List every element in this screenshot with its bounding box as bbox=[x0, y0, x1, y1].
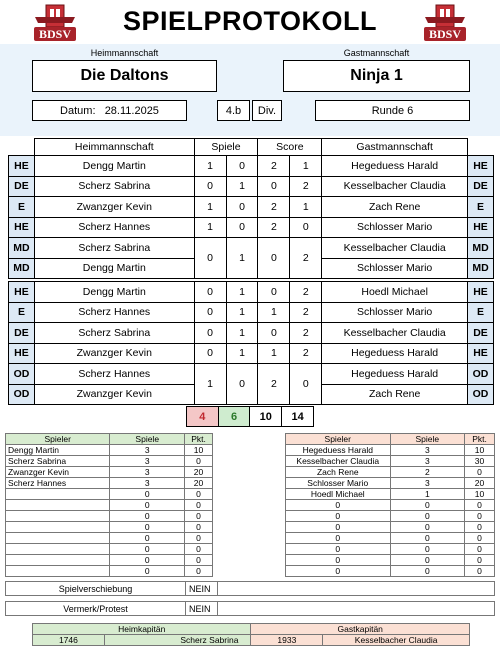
away-stats-header-games: Spiele bbox=[390, 434, 465, 445]
stats-row bbox=[286, 555, 495, 566]
match-code-left: MD bbox=[9, 258, 35, 279]
stats-points: 0 bbox=[465, 467, 495, 478]
match-code-left: HE bbox=[9, 156, 35, 177]
games-home[interactable]: 0 bbox=[194, 282, 226, 303]
score-home[interactable]: 0 bbox=[258, 238, 290, 279]
match-code-right: MD bbox=[468, 238, 494, 259]
stats-row bbox=[286, 511, 495, 522]
home-captain-name: Scherz Sabrina bbox=[104, 635, 251, 646]
away-team-box[interactable] bbox=[283, 60, 470, 92]
home-captain-label: Heimkapitän bbox=[33, 624, 251, 635]
stats-player: Hoedl Michael bbox=[286, 489, 391, 500]
match-row bbox=[9, 282, 494, 303]
stats-points: 0 bbox=[465, 566, 495, 577]
home-player[interactable]: Zwanzger Kevin bbox=[34, 343, 194, 364]
match-code-left: E bbox=[9, 302, 35, 323]
away-stats-header-points: Pkt. bbox=[465, 434, 495, 445]
stats-row bbox=[6, 500, 213, 511]
match-code-right: DE bbox=[468, 176, 494, 197]
stats-row bbox=[286, 478, 495, 489]
match-code-left: DE bbox=[9, 176, 35, 197]
score-home[interactable]: 0 bbox=[258, 282, 290, 303]
stats-games: 0 bbox=[110, 489, 185, 500]
games-away[interactable]: 1 bbox=[226, 343, 258, 364]
postponement-row bbox=[5, 581, 495, 596]
games-away[interactable]: 0 bbox=[226, 197, 258, 218]
stats-points: 0 bbox=[185, 544, 213, 555]
round-box[interactable] bbox=[315, 100, 470, 121]
match-code-left: OD bbox=[9, 384, 35, 405]
stats-row bbox=[6, 489, 213, 500]
stats-points: 0 bbox=[465, 511, 495, 522]
score-away[interactable]: 2 bbox=[290, 343, 322, 364]
score-away[interactable]: 2 bbox=[290, 323, 322, 344]
games-home[interactable]: 0 bbox=[194, 323, 226, 344]
stats-row bbox=[6, 533, 213, 544]
stats-player bbox=[6, 522, 110, 533]
stats-points: 0 bbox=[185, 500, 213, 511]
total-games-away: 6 bbox=[218, 407, 250, 427]
captains-table bbox=[32, 623, 470, 646]
totals-row bbox=[186, 406, 314, 427]
home-team-caption: Heimmannschaft bbox=[90, 48, 159, 58]
stats-points: 0 bbox=[185, 456, 213, 467]
stats-player: 0 bbox=[286, 555, 391, 566]
stats-player: Dengg Martin bbox=[6, 445, 110, 456]
stats-player bbox=[6, 544, 110, 555]
stats-games: 3 bbox=[390, 478, 465, 489]
stats-points: 20 bbox=[465, 478, 495, 489]
games-home[interactable]: 0 bbox=[194, 176, 226, 197]
games-away[interactable]: 1 bbox=[226, 282, 258, 303]
home-player[interactable]: Dengg Martin bbox=[34, 156, 194, 177]
stats-player: Zach Rene bbox=[286, 467, 391, 478]
score-home[interactable]: 2 bbox=[258, 156, 290, 177]
stats-row bbox=[6, 544, 213, 555]
stats-player: 0 bbox=[286, 522, 391, 533]
stats-points: 0 bbox=[185, 511, 213, 522]
stats-games: 0 bbox=[110, 544, 185, 555]
home-player[interactable]: Scherz Hannes bbox=[34, 364, 194, 385]
games-home[interactable]: 0 bbox=[194, 343, 226, 364]
stats-row bbox=[286, 522, 495, 533]
away-player[interactable]: Schlosser Mario bbox=[322, 302, 468, 323]
home-captain-id: 1746 bbox=[33, 635, 105, 646]
stats-games: 0 bbox=[390, 555, 465, 566]
games-away[interactable]: 1 bbox=[226, 238, 258, 279]
stats-player bbox=[6, 511, 110, 522]
home-stats-header-player: Spieler bbox=[6, 434, 110, 445]
away-player[interactable]: Zach Rene bbox=[322, 384, 468, 405]
stats-row bbox=[6, 566, 213, 577]
match-row bbox=[9, 217, 494, 238]
match-row bbox=[9, 323, 494, 344]
stats-games: 3 bbox=[390, 445, 465, 456]
home-player[interactable]: Scherz Sabrina bbox=[34, 238, 194, 259]
match-code-right: E bbox=[468, 302, 494, 323]
match-code-left: HE bbox=[9, 282, 35, 303]
match-code-right: HE bbox=[468, 282, 494, 303]
stats-points: 0 bbox=[185, 522, 213, 533]
away-captain-id: 1933 bbox=[251, 635, 323, 646]
away-player[interactable]: Schlosser Mario bbox=[322, 217, 468, 238]
score-away[interactable]: 2 bbox=[290, 282, 322, 303]
protest-value[interactable]: NEIN bbox=[186, 602, 218, 616]
stats-player bbox=[6, 555, 110, 566]
home-player[interactable]: Dengg Martin bbox=[34, 258, 194, 279]
stats-player bbox=[6, 489, 110, 500]
total-games-home: 4 bbox=[187, 407, 219, 427]
stats-player: Schlosser Mario bbox=[286, 478, 391, 489]
home-player[interactable]: Scherz Sabrina bbox=[34, 323, 194, 344]
games-away[interactable]: 1 bbox=[226, 176, 258, 197]
match-code-right: OD bbox=[468, 384, 494, 405]
match-row bbox=[9, 156, 494, 177]
bdsv-logo-right bbox=[422, 3, 468, 43]
home-player[interactable]: Scherz Sabrina bbox=[34, 176, 194, 197]
stats-points: 0 bbox=[465, 522, 495, 533]
stats-row bbox=[286, 445, 495, 456]
score-away[interactable]: 2 bbox=[290, 302, 322, 323]
match-row bbox=[9, 302, 494, 323]
match-code-left: E bbox=[9, 197, 35, 218]
stats-points: 10 bbox=[465, 489, 495, 500]
div-label: Div. bbox=[257, 104, 277, 117]
stats-player: Scherz Hannes bbox=[6, 478, 110, 489]
stats-games: 3 bbox=[110, 478, 185, 489]
stats-games: 0 bbox=[390, 500, 465, 511]
score-away[interactable]: 0 bbox=[290, 217, 322, 238]
header-away: Gastmannschaft bbox=[322, 139, 468, 156]
stats-row bbox=[6, 456, 213, 467]
games-away[interactable]: 0 bbox=[226, 364, 258, 405]
div-box bbox=[252, 100, 282, 121]
match-code-right: OD bbox=[468, 364, 494, 385]
stats-player bbox=[6, 533, 110, 544]
page-title: SPIELPROTOKOLL bbox=[122, 6, 378, 36]
match-code-right: DE bbox=[468, 323, 494, 344]
match-row bbox=[9, 197, 494, 218]
stats-player: 0 bbox=[286, 500, 391, 511]
date-label: Datum: bbox=[60, 104, 96, 117]
home-player[interactable]: Scherz Hannes bbox=[34, 302, 194, 323]
stats-player: 0 bbox=[286, 511, 391, 522]
round-value: Runde 6 bbox=[371, 104, 414, 117]
games-away[interactable]: 1 bbox=[226, 323, 258, 344]
stats-games: 0 bbox=[390, 566, 465, 577]
stats-player bbox=[6, 500, 110, 511]
match-row bbox=[9, 176, 494, 197]
stats-points: 10 bbox=[465, 445, 495, 456]
stats-games: 0 bbox=[390, 511, 465, 522]
stats-points: 0 bbox=[465, 500, 495, 511]
stats-games: 0 bbox=[390, 522, 465, 533]
score-away[interactable]: 1 bbox=[290, 156, 322, 177]
date-box[interactable] bbox=[32, 100, 187, 121]
match-code-left: MD bbox=[9, 238, 35, 259]
stats-player: 0 bbox=[286, 566, 391, 577]
match-table bbox=[8, 138, 494, 405]
stats-player: 0 bbox=[286, 533, 391, 544]
home-stats-header-points: Pkt. bbox=[185, 434, 213, 445]
stats-points: 0 bbox=[185, 489, 213, 500]
score-home[interactable]: 1 bbox=[258, 343, 290, 364]
match-row bbox=[9, 343, 494, 364]
away-stats-table bbox=[285, 433, 495, 577]
stats-points: 0 bbox=[465, 555, 495, 566]
league-box[interactable] bbox=[217, 100, 250, 121]
score-home[interactable]: 2 bbox=[258, 217, 290, 238]
match-code-right: HE bbox=[468, 343, 494, 364]
away-captain-label: Gastkapitän bbox=[251, 624, 470, 635]
score-away[interactable]: 0 bbox=[290, 364, 322, 405]
games-home[interactable]: 0 bbox=[194, 302, 226, 323]
stats-games: 0 bbox=[110, 511, 185, 522]
stats-player: 0 bbox=[286, 544, 391, 555]
stats-points: 0 bbox=[465, 533, 495, 544]
protest-label: Vermerk/Protest bbox=[6, 602, 186, 616]
stats-row bbox=[286, 533, 495, 544]
match-code-right: HE bbox=[468, 156, 494, 177]
games-home[interactable]: 1 bbox=[194, 364, 226, 405]
match-code-right: HE bbox=[468, 217, 494, 238]
header-home: Heimmannschaft bbox=[34, 139, 194, 156]
stats-games: 0 bbox=[110, 555, 185, 566]
stats-row bbox=[286, 544, 495, 555]
score-home[interactable]: 2 bbox=[258, 197, 290, 218]
stats-row bbox=[6, 511, 213, 522]
away-player[interactable]: Hegeduess Harald bbox=[322, 343, 468, 364]
home-player[interactable]: Dengg Martin bbox=[34, 282, 194, 303]
stats-player: Kesselbacher Claudia bbox=[286, 456, 391, 467]
home-team-name: Die Daltons bbox=[80, 67, 169, 84]
stats-points: 20 bbox=[185, 478, 213, 489]
games-home[interactable]: 1 bbox=[194, 197, 226, 218]
match-row bbox=[9, 364, 494, 385]
stats-games: 0 bbox=[110, 522, 185, 533]
games-away[interactable]: 0 bbox=[226, 156, 258, 177]
games-away[interactable]: 0 bbox=[226, 217, 258, 238]
stats-row bbox=[6, 445, 213, 456]
stats-player: Scherz Sabrina bbox=[6, 456, 110, 467]
total-score-home: 10 bbox=[250, 407, 282, 427]
stats-games: 3 bbox=[110, 456, 185, 467]
protest-note[interactable] bbox=[218, 602, 495, 616]
postponement-label: Spielverschiebung bbox=[6, 582, 186, 596]
match-code-right: E bbox=[468, 197, 494, 218]
away-captain-name: Kesselbacher Claudia bbox=[323, 635, 470, 646]
away-player[interactable]: Schlosser Mario bbox=[322, 258, 468, 279]
away-player[interactable]: Kesselbacher Claudia bbox=[322, 323, 468, 344]
stats-games: 2 bbox=[390, 467, 465, 478]
date-value: 28.11.2025 bbox=[104, 104, 159, 117]
svg-text:BDSV: BDSV bbox=[428, 27, 462, 41]
total-score-away: 14 bbox=[282, 407, 314, 427]
home-player[interactable]: Zwanzger Kevin bbox=[34, 384, 194, 405]
home-player[interactable]: Scherz Hannes bbox=[34, 217, 194, 238]
stats-player: Zwanzger Kevin bbox=[6, 467, 110, 478]
stats-games: 3 bbox=[110, 467, 185, 478]
away-player[interactable]: Hegeduess Harald bbox=[322, 156, 468, 177]
away-player[interactable]: Hegeduess Harald bbox=[322, 364, 468, 385]
score-away[interactable]: 2 bbox=[290, 176, 322, 197]
stats-points: 0 bbox=[465, 544, 495, 555]
stats-games: 0 bbox=[390, 533, 465, 544]
stats-row bbox=[286, 467, 495, 478]
header-score: Score bbox=[258, 139, 322, 156]
score-away[interactable]: 2 bbox=[290, 238, 322, 279]
league-value: 4.b bbox=[225, 104, 242, 117]
match-code-right: MD bbox=[468, 258, 494, 279]
home-stats-header-games: Spiele bbox=[110, 434, 185, 445]
match-code-left: HE bbox=[9, 343, 35, 364]
stats-games: 0 bbox=[110, 566, 185, 577]
svg-text:BDSV: BDSV bbox=[38, 27, 72, 41]
stats-points: 30 bbox=[465, 456, 495, 467]
away-player[interactable]: Hoedl Michael bbox=[322, 282, 468, 303]
score-home[interactable]: 1 bbox=[258, 302, 290, 323]
stats-games: 0 bbox=[110, 533, 185, 544]
stats-row bbox=[286, 489, 495, 500]
postponement-value[interactable]: NEIN bbox=[186, 582, 218, 596]
stats-games: 1 bbox=[390, 489, 465, 500]
stats-points: 0 bbox=[185, 533, 213, 544]
stats-row bbox=[286, 566, 495, 577]
stats-games: 0 bbox=[390, 544, 465, 555]
stats-row bbox=[286, 500, 495, 511]
stats-games: 3 bbox=[390, 456, 465, 467]
away-stats-header-player: Spieler bbox=[286, 434, 391, 445]
home-player[interactable]: Zwanzger Kevin bbox=[34, 197, 194, 218]
games-home[interactable]: 0 bbox=[194, 238, 226, 279]
stats-player bbox=[6, 566, 110, 577]
away-player[interactable]: Kesselbacher Claudia bbox=[322, 176, 468, 197]
match-code-left: HE bbox=[9, 217, 35, 238]
match-code-left: DE bbox=[9, 323, 35, 344]
stats-points: 10 bbox=[185, 445, 213, 456]
stats-row bbox=[6, 522, 213, 533]
stats-row bbox=[6, 555, 213, 566]
away-team-caption: Gastmannschaft bbox=[343, 48, 410, 58]
match-row bbox=[9, 238, 494, 259]
stats-points: 20 bbox=[185, 467, 213, 478]
home-team-box[interactable] bbox=[32, 60, 217, 92]
games-away[interactable]: 1 bbox=[226, 302, 258, 323]
header-games: Spiele bbox=[194, 139, 258, 156]
stats-row bbox=[6, 467, 213, 478]
away-player[interactable]: Zach Rene bbox=[322, 197, 468, 218]
away-player[interactable]: Kesselbacher Claudia bbox=[322, 238, 468, 259]
score-home[interactable]: 0 bbox=[258, 323, 290, 344]
away-team-name: Ninja 1 bbox=[350, 67, 403, 84]
stats-games: 3 bbox=[110, 445, 185, 456]
score-away[interactable]: 1 bbox=[290, 197, 322, 218]
games-home[interactable]: 1 bbox=[194, 217, 226, 238]
match-code-left: OD bbox=[9, 364, 35, 385]
stats-player: Hegeduess Harald bbox=[286, 445, 391, 456]
stats-points: 0 bbox=[185, 566, 213, 577]
score-home[interactable]: 2 bbox=[258, 364, 290, 405]
stats-points: 0 bbox=[185, 555, 213, 566]
games-home[interactable]: 1 bbox=[194, 156, 226, 177]
stats-row bbox=[286, 456, 495, 467]
stats-row bbox=[6, 478, 213, 489]
protest-row bbox=[5, 601, 495, 616]
postponement-note[interactable] bbox=[218, 582, 495, 596]
stats-games: 0 bbox=[110, 500, 185, 511]
score-home[interactable]: 0 bbox=[258, 176, 290, 197]
home-stats-table bbox=[5, 433, 213, 577]
